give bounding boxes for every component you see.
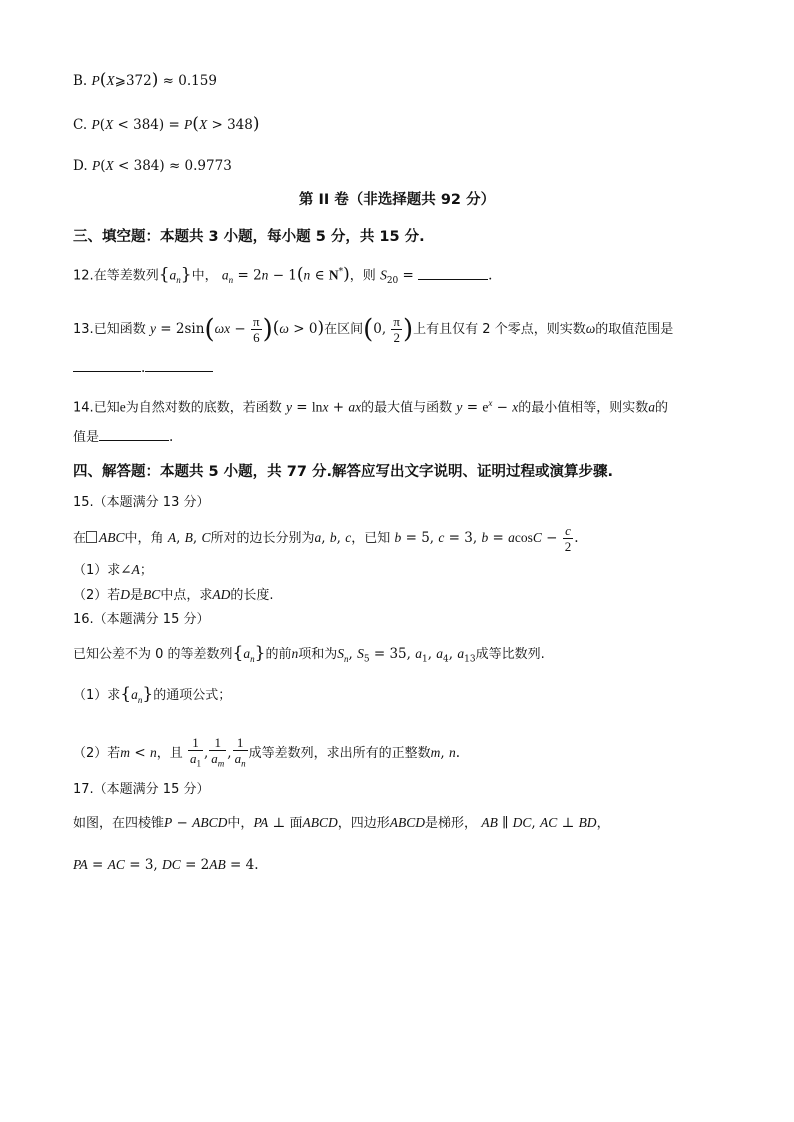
fraction: $\frac{1}{a_n}$ (234, 735, 246, 769)
q17-text: ， (596, 816, 610, 831)
q13-text: 的取值范围是 (595, 322, 674, 337)
q14-text: 的最小值相等，则实数 (518, 400, 649, 416)
q14-text: 的 (654, 400, 668, 416)
question-13: 13.已知函数 y = 2sin(ωx − $\frac{\pi}{6}$ )(ω > 0)在区间(0, $\frac{\pi}{2}$ )上有且仅有 2 个零点，则实数ω的取值范围是 (73, 314, 674, 345)
q17-text: 是梯形， (425, 816, 478, 831)
q12-text: 在等差数列 (93, 268, 159, 284)
q13-answer-blank-2[interactable] (145, 359, 213, 372)
q13-text: 上有且仅有 2 个零点，则实数 (413, 322, 586, 337)
fraction: $\frac{c}{2}$ (564, 523, 572, 554)
q12-text: . (488, 267, 493, 284)
q14-answer-blank[interactable] (99, 428, 169, 441)
q13-answer-line (73, 358, 213, 378)
q15-part2-text: 是 (130, 588, 144, 603)
q16-text: 项和为 (298, 647, 338, 662)
question-17: 如图，在四棱锥P − ABCD中，PA ⊥ 面ABCD，四边形ABCD是梯形， AB ∥ DC, AC ⊥ BD， (73, 815, 610, 831)
section4-heading: 四、解答题：本题共 5 小题，共 77 分.解答应写出文字说明、证明过程或演算步骤. (73, 464, 613, 480)
q12-text: ，则 (349, 268, 376, 284)
question-16: 已知公差不为 0 的等差数列$\{a_n\}$的前n项和为$S_n$, $S_5 = 35$, $a_1$, $a_4$, $a_{13}$成等比数列. (73, 643, 545, 665)
q15-part2: （2）若D是BC中点，求AD的长度. (73, 587, 274, 603)
q12-answer-blank[interactable] (418, 267, 488, 280)
q13-text: 在区间 (324, 322, 364, 337)
q14-text: 为自然对数的底数，若函数 (125, 400, 282, 416)
q16-text: 已知公差不为 0 的等差数列 (73, 647, 233, 662)
q16-text: 的前 (265, 647, 292, 662)
fraction: $\frac{\pi}{6}$ (253, 314, 260, 345)
fraction: $\frac{1}{a_m}$ (211, 735, 225, 769)
option-c: C. P(X < 384) = P(X > 348) (73, 114, 260, 134)
q15-text: ，已知 (351, 531, 391, 546)
q15-text: 在 (73, 531, 87, 546)
q16-part2-text: ，且 (156, 745, 183, 761)
option-d-label: D. (73, 158, 88, 174)
option-c-label: C. (73, 117, 88, 133)
q14-number: 14. (73, 400, 94, 416)
option-b: B. P(X⩾372) ≈ 0.159 (73, 70, 217, 90)
q13-number: 13. (73, 322, 94, 337)
q17-text: 如图，在四棱锥 (73, 816, 165, 831)
section3-heading: 三、填空题：本题共 3 小题，每小题 5 分，共 15 分. (73, 229, 425, 245)
q13-text: 已知函数 (93, 322, 146, 337)
q15-header: 15.（本题满分 13 分） (73, 495, 210, 510)
triangle-placeholder-icon (86, 531, 97, 543)
part2-title: 第 II 卷（非选择题共 92 分） (298, 192, 496, 208)
q14-text: . (169, 429, 174, 445)
q15-text: 所对的边长分别为 (210, 531, 315, 546)
q17-text: 中， (227, 816, 254, 831)
q16-part2: （2）若m < n，且 $\frac{1}{a_1}$ , $\frac{1}{a_m}$ , $\frac{1}{a_n}$ 成等差数列，求出所有的正整数m, n. (73, 735, 460, 772)
q17-text: 面 (289, 816, 303, 831)
q16-part2-text: 成等差数列，求出所有的正整数 (248, 745, 431, 761)
q17-header: 17.（本题满分 15 分） (73, 782, 210, 797)
q14-text: 的最大值与函数 (361, 400, 453, 416)
q12-text: 中， (191, 268, 218, 284)
q16-text: 成等比数列. (475, 647, 545, 662)
q15-part1-text: （1）求 (73, 563, 121, 578)
q14-text: 值是 (73, 430, 100, 445)
option-d: D. P(X < 384) ≈ 0.9773 (73, 158, 232, 174)
question-15: 在 ABC中，角 A, B, C所对的边长分别为a, b, c，已知 b = 5, c = 3, b = acosC − $\frac{c}{2}$ . (73, 523, 579, 554)
q16-part2-text: . (455, 744, 460, 761)
q15-text: 中，角 (124, 531, 164, 546)
q15-part2-text: （2）若 (73, 588, 121, 603)
option-b-label: B. (73, 73, 88, 89)
question-12: 12.在等差数列$\{a_n\}$中， $a_n = 2n - 1(n$ ∈ N*)，则 $S_{20}$ = . (73, 264, 493, 287)
q15-part1-text: ； (139, 563, 153, 578)
fraction: $\frac{1}{a_1}$ (190, 735, 201, 769)
q16-part2-text: （2）若 (73, 745, 121, 761)
q15-part1: （1）求∠A； (73, 562, 153, 578)
q14-text: 已知 (93, 400, 120, 416)
q16-header: 16.（本题满分 15 分） (73, 612, 210, 627)
q15-part2-text: 的长度. (230, 588, 274, 603)
question-14: 14.已知e为自然对数的底数，若函数 y = lnx + ax的最大值与函数 $y = e^x - x$的最小值相等，则实数a的 (73, 398, 668, 416)
q15-part2-text: 中点，求 (160, 588, 213, 603)
q16-part1: （1）求$\{a_n\}$的通项公式； (73, 684, 232, 705)
q12-number: 12. (73, 268, 94, 284)
q17-text: ，四边形 (337, 816, 390, 831)
fraction: $\frac{\pi}{2}$ (393, 314, 400, 345)
q16-part1-text: （1）求 (73, 688, 121, 703)
q13-separator: . (141, 360, 146, 376)
q17-line2: PA = AC = 3, DC = 2AB = 4. (73, 857, 259, 873)
q16-part1-text: 的通项公式； (153, 688, 232, 703)
q17-text: . (254, 857, 259, 873)
q13-answer-blank-1[interactable] (73, 359, 141, 372)
q14-line2 (73, 427, 173, 448)
